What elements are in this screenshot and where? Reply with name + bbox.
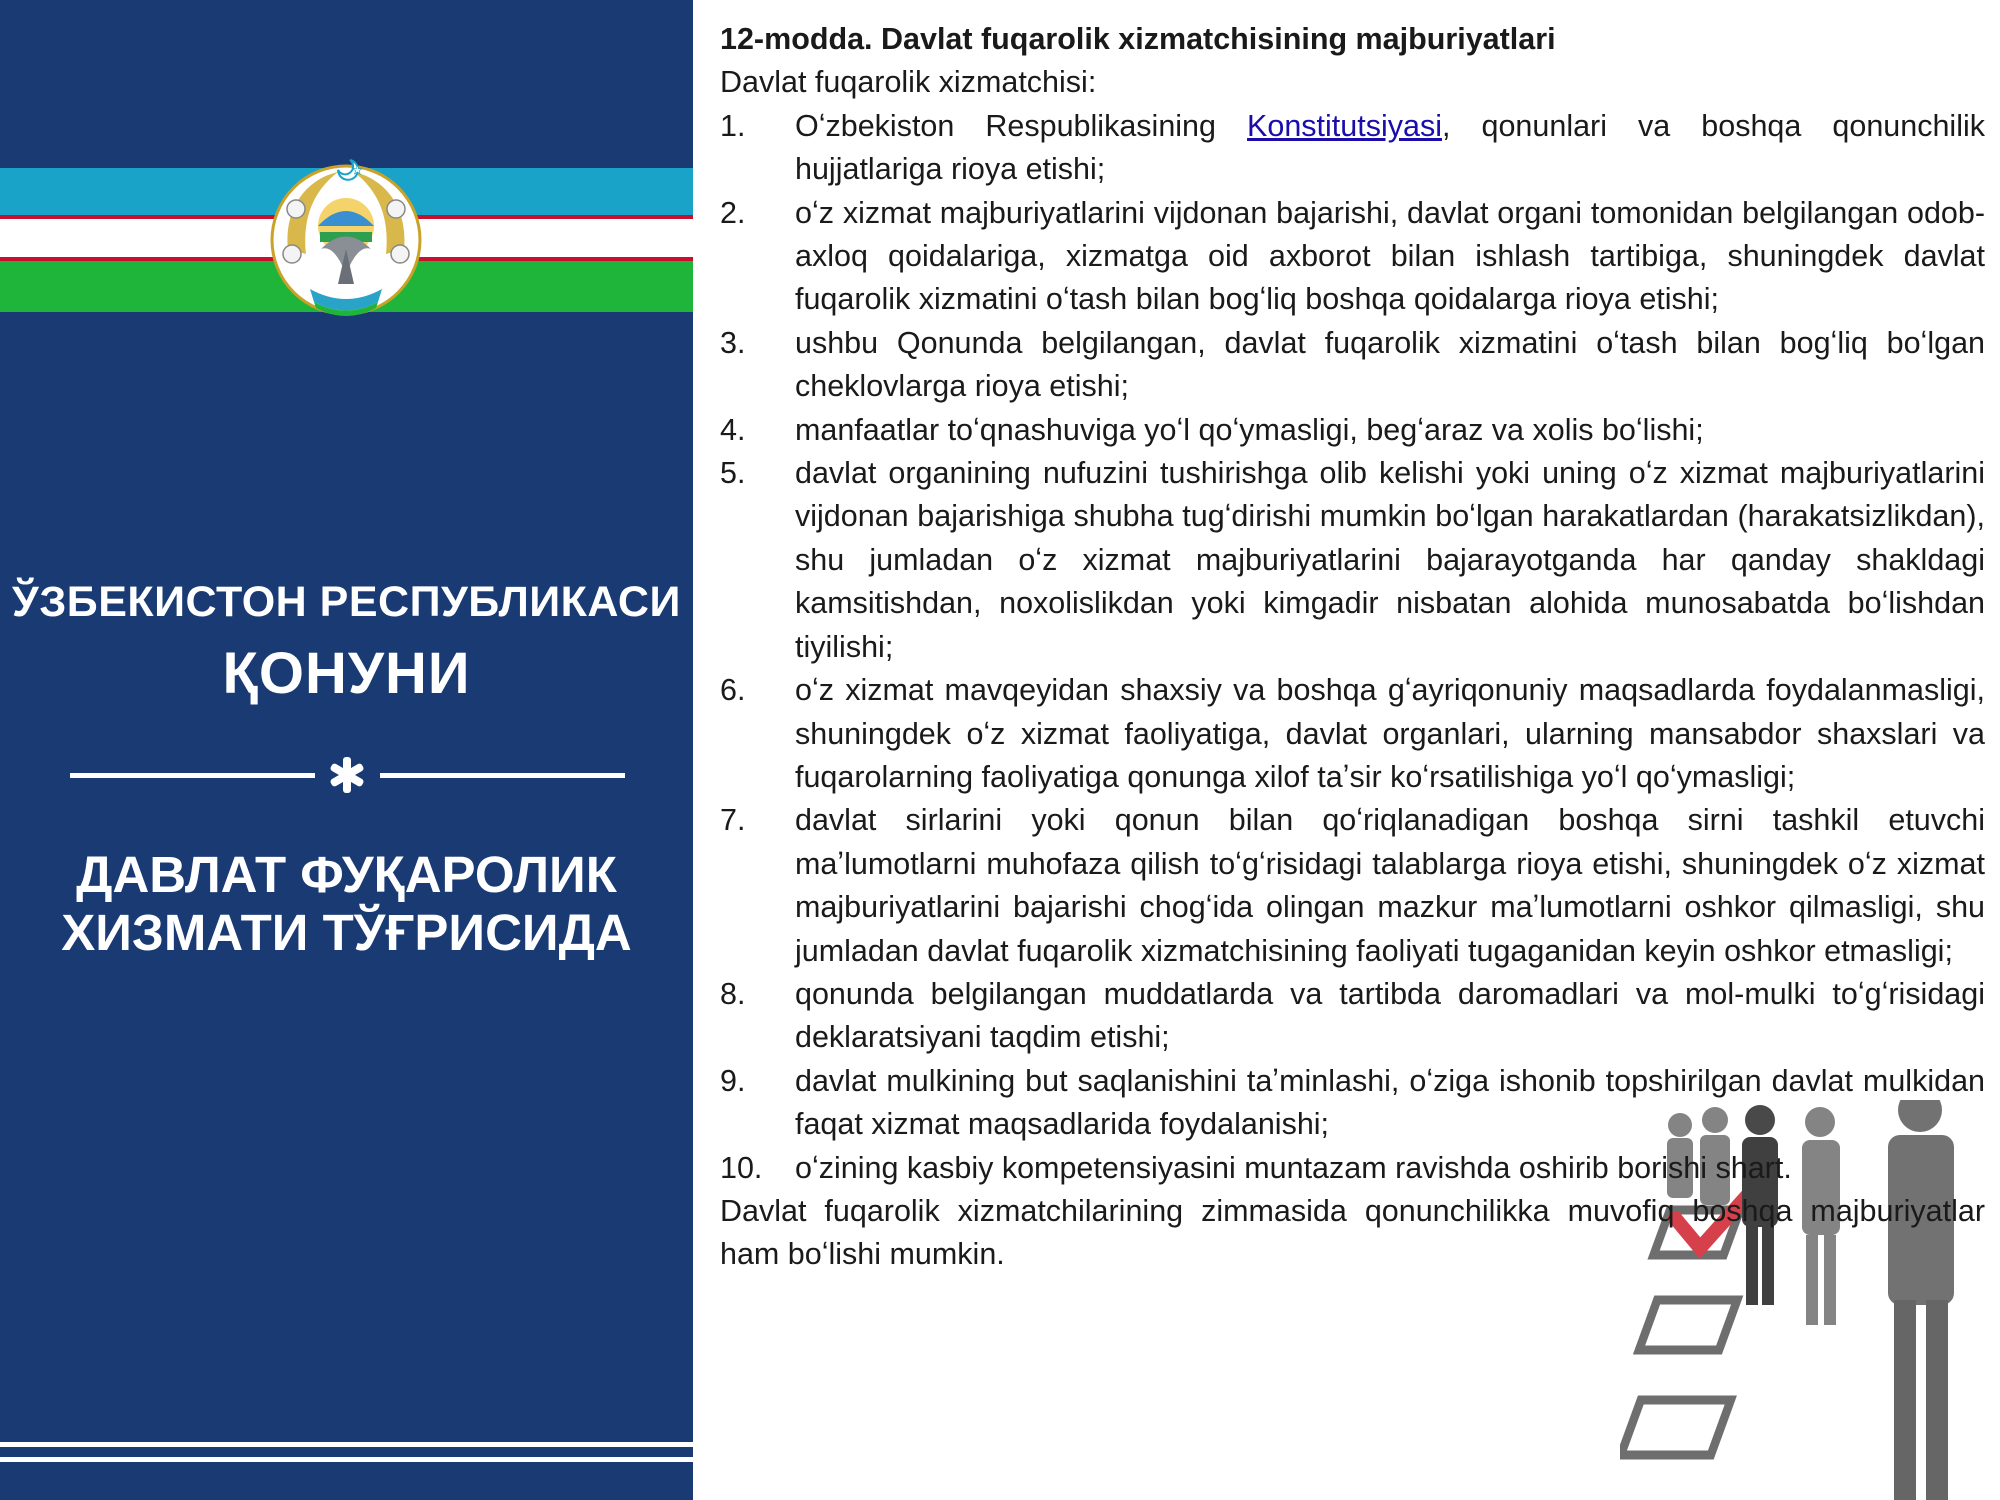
item-text: manfaatlar toʻqnashuviga yoʻl qoʻymasligi, begʻaraz va xolis boʻlishi; xyxy=(795,412,1704,447)
svg-text:★: ★ xyxy=(352,163,363,177)
article-heading: 12-modda. Davlat fuqarolik xizmatchisining majburiyatlari xyxy=(720,22,1556,56)
list-item xyxy=(720,105,1985,192)
item-text: ushbu Qonunda belgilangan, davlat fuqarolik xizmatini oʻtash bilan bogʻliq boʻlgan cheklovlarga rioya etishi; xyxy=(795,325,1985,404)
item-number: 9. xyxy=(720,1063,746,1098)
cover-title-main: ҚОНУНИ xyxy=(222,641,471,706)
item-number: 6. xyxy=(720,673,746,708)
cover-bottom-stripe xyxy=(0,1442,693,1447)
cover-title: ЎЗБЕКИСТОН РЕСПУБЛИКАСИ xyxy=(12,578,681,626)
obligations-list xyxy=(720,105,1985,1190)
item-number: 1. xyxy=(720,108,746,143)
item-text: qonunda belgilangan muddatlarda va tartibda daromadlari va mol-mulki toʻgʻrisidagi deklaratsiyani taqdim etishi; xyxy=(795,976,1985,1055)
constitution-link[interactable]: Konstitutsiyasi xyxy=(1247,108,1442,143)
cover-bottom-stripe xyxy=(0,1457,693,1462)
article-body xyxy=(720,18,1985,1277)
list-item xyxy=(720,973,1985,1060)
article-intro: Davlat fuqarolik xizmatchisi: xyxy=(720,65,1097,100)
item-text: Oʻzbekiston Respublikasining xyxy=(795,108,1248,143)
item-number: 4. xyxy=(720,412,746,447)
item-number: 2. xyxy=(720,195,746,230)
list-item xyxy=(720,799,1985,973)
item-text: oʻz xizmat majburiyatlarini vijdonan bajarishi, davlat organi tomonidan belgilangan odob-axloq qoidalariga, xizmatga oid axborot bilan ishlash tartibiga, shuningdek davlat fuqarolik xizmatini oʻtash bilan bogʻliq boshqa qoidalarga rioya etishi; xyxy=(795,195,1985,317)
list-item xyxy=(720,409,1985,452)
state-emblem-icon xyxy=(266,154,426,329)
cover-subtitle: ХИЗМАТИ ТЎҒРИСИДА xyxy=(61,904,632,961)
article-outro: Davlat fuqarolik xizmatchilarining zimmasida qonunchilikka muvofiq boshqa majburiyatlar ham boʻlishi mumkin. xyxy=(720,1193,1985,1272)
list-item xyxy=(720,669,1985,799)
list-item xyxy=(720,452,1985,669)
item-number: 7. xyxy=(720,803,746,838)
list-item xyxy=(720,1060,1985,1147)
item-number: 8. xyxy=(720,976,746,1011)
item-text: davlat organining nufuzini tushirishga olib kelishi yoki uning oʻz xizmat majburiyatlarini vijdonan bajarishiga shubha tugʻdirishi mumkin boʻlgan harakatlardan (harakatsizlikdan), shu jumladan oʻz xizmat majburiyatlarini bajarayotganda har qanday shakldagi kamsitishdan, noxolislikdan yoki kimgadir nisbatan alohida munosabatda boʻlishdan tiyilishi; xyxy=(795,456,1985,664)
cover-subtitle: ДАВЛАТ ФУҚАРОЛИК xyxy=(76,846,617,903)
list-item xyxy=(720,192,1985,322)
item-text: davlat mulkining but saqlanishini taʼminlashi, oʻziga ishonib topshirilgan davlat mulkidan faqat xizmat maqsadlarida foydalanishi; xyxy=(795,1063,1985,1142)
list-item xyxy=(720,1147,1985,1190)
item-text: oʻz xizmat mavqeyidan shaxsiy va boshqa gʻayriqonuniy maqsadlarda foydalanmasligi, shuningdek oʻz xizmat faoliyatiga, davlat organlari, ularning mansabdor shaxslari va fuqarolarning faoliyatiga qonunga xilof taʼsir koʻrsatilishiga yoʻl qoʻymasligi; xyxy=(795,673,1985,794)
list-item xyxy=(720,322,1985,409)
item-number: 10. xyxy=(720,1150,763,1185)
item-number: 5. xyxy=(720,456,746,491)
item-text: davlat sirlarini yoki qonun bilan qoʻriqlanadigan boshqa sirni tashkil etuvchi maʼlumotlarni muhofaza qilish toʻgʻrisidagi talablarga rioya etishi, shuningdek oʻz xizmat majburiyatlarini bajarishi chogʻida olingan mazkur maʼlumotlarni oshkor qilmasligi, shu jumladan davlat fuqarolik xizmatchisining faoliyati tugaganidan keyin oshkor etmasligi; xyxy=(795,803,1985,968)
star-divider-icon xyxy=(70,755,625,795)
law-book-cover xyxy=(0,0,693,1500)
item-text: , qonunlari va boshqa qonunchilik hujjatlariga rioya etishi; xyxy=(795,108,1985,187)
item-number: 3. xyxy=(720,325,746,360)
item-text: oʻzining kasbiy kompetensiyasini muntazam ravishda oshirib borishi shart. xyxy=(795,1150,1792,1185)
